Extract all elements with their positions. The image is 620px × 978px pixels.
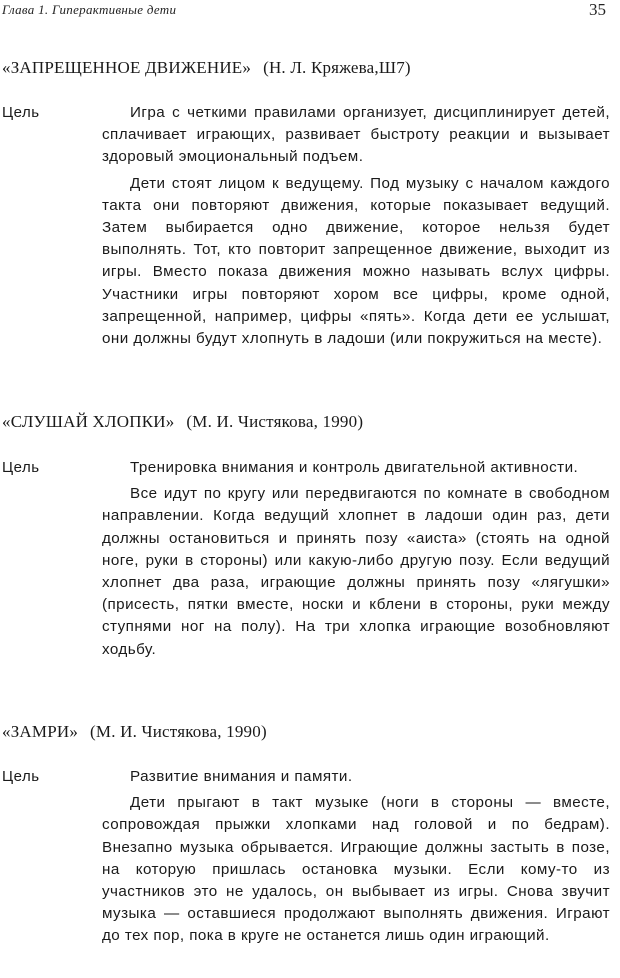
game-title-3 [2,722,267,742]
page-number: 35 [589,0,606,19]
game-description: Дети прыгают в такт музыке (ноги в стороны — вместе, сопровождая прыжки хлопками над головой и по бедрам). Внезапно музыка обрывается. Играющие должны застыть в позе, на которую пришлась остановка музыки. Если кому-то из участников это не удалось, он выбывает из игры. Снова звучит музыка — оставшиеся продолжают выполнять движения. Играют до тех пор, пока в круге не останется лишь один играющий. [102,794,610,945]
goal-label-2: Цель [2,459,40,476]
game-title-text: «ЗАМРИ» [2,722,79,741]
game-body-3 [102,766,610,948]
game-title-1 [2,58,411,78]
game-body-2 [102,457,610,661]
game-description: Все идут по кругу или передвигаются по комнате в свободном направлении. Когда ведущий хлопнет в ладоши один раз, дети должны остановиться и принять позу «аиста» (стоять на одной ноге, руки в стороны) или какую-либо другую позу. Если ведущий хлопнет два раза, играющие должны принять позу «лягушки» (присесть, пятки вместе, носки и кблени в стороны, руки между ступнями ног на полу). На три хлопка играющие возобновляют ходьбу. [102,485,610,658]
game-author: (М. И. Чистякова, 1990) [90,722,267,741]
game-author: (М. И. Чистякова, 1990) [186,412,364,431]
game-title-2 [2,412,363,432]
game-title-text: «СЛУШАЙ ХЛОПКИ» [2,412,175,431]
game-body-1 [102,102,610,350]
game-description: Дети стоят лицом к ведущему. Под музыку с началом каждого такта они повторяют движения, которые показывает ведущий. Затем выбирается одно движение, которое нельзя будет выполнять. Тот, кто повторит запрещенное движение, выходит из игры. Вместо показа движения можно называть вслух цифры. Участники игры повторяют хором все цифры, кроме одной, запрещенной, например, цифры «пять». Когда дети ее услышат, они должны будут хлопнуть в ладоши (или покружиться на месте). [102,174,610,348]
goal-label-3: Цель [2,768,40,785]
game-title-text: «ЗАПРЕЩЕННОЕ ДВИЖЕНИЕ» [2,58,252,77]
goal-text: Развитие внимания и памяти. [130,768,353,785]
goal-text: Тренировка внимания и контроль двигательной активности. [130,459,579,476]
goal-text: Игра с четкими правилами организует, дисциплинирует детей, сплачивает играющих, развивает быстроту реакции и вызывает здоровый эмоциональный подъем. [102,104,610,166]
game-author: (Н. Л. Кряжева,Ш7) [263,58,411,77]
running-head: Глава 1. Гиперактивные дети [2,2,177,17]
goal-label-1: Цель [2,104,40,121]
